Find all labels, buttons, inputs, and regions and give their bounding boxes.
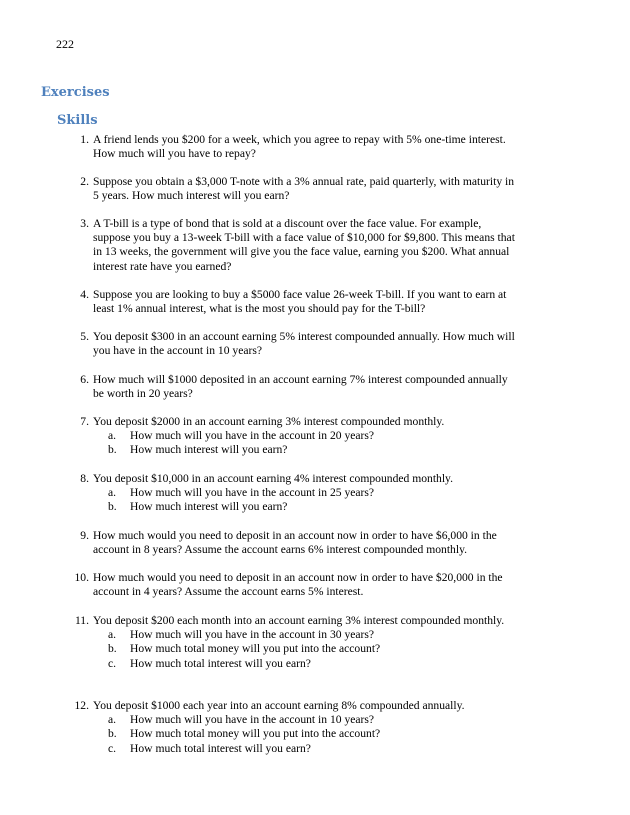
subpart-letter: a. <box>108 628 117 642</box>
exercise-text: Suppose you obtain a $3,000 T-note with a 3% annual rate, paid quarterly, with maturity in 5 years. How much interest will you earn? <box>93 175 515 203</box>
exercise-subpart <box>108 486 520 500</box>
exercise-text: You deposit $300 in an account earning 5% interest compounded annually. How much will you have in the account in 10 years? <box>93 330 515 358</box>
exercise-item <box>70 415 520 458</box>
exercise-text: How much would you need to deposit in an account now in order to have $20,000 in the account in 4 years? Assume the account earns 5% interest. <box>93 571 503 599</box>
subpart-letter: c. <box>108 656 117 670</box>
exercise-item <box>70 175 520 203</box>
subpart-letter: b. <box>108 500 117 514</box>
subpart-text: How much will you have in the account in 10 years? <box>130 713 375 727</box>
subpart-text: How much total money will you put into the account? <box>130 642 381 656</box>
exercise-item <box>70 699 520 756</box>
subpart-letter: a. <box>108 429 117 443</box>
exercise-item <box>70 133 520 161</box>
exercise-item <box>70 330 520 358</box>
exercise-item <box>70 373 520 401</box>
exercise-number: 2. <box>80 175 89 188</box>
exercise-number: 9. <box>80 529 89 542</box>
exercise-item <box>70 472 520 515</box>
subpart-text: How much will you have in the account in 25 years? <box>130 486 375 500</box>
exercise-item <box>70 529 520 557</box>
exercise-text: A friend lends you $200 for a week, which you agree to repay with 5% one-time interest. How much will you have to repay? <box>93 133 506 161</box>
subpart-letter: b. <box>108 642 117 656</box>
exercise-text: A T-bill is a type of bond that is sold at a discount over the face value. For example, suppose you buy a 13-week T-bill with a face value of $10,000 for $9,800. This means that in 13 weeks, the government will give you the face value, earning you $200. What annual interest rate have you earned? <box>93 217 515 273</box>
exercise-subpart <box>108 657 520 671</box>
exercise-number: 6. <box>80 373 89 386</box>
subpart-text: How much total interest will you earn? <box>130 741 311 755</box>
exercise-number: 4. <box>80 288 89 301</box>
exercise-subpart <box>108 742 520 756</box>
exercise-subpart <box>108 642 520 656</box>
exercise-text: You deposit $2000 in an account earning 3% interest compounded monthly. <box>93 415 445 428</box>
exercise-subpart <box>108 628 520 642</box>
subsection-heading: Skills <box>57 113 98 128</box>
section-heading: Exercises <box>41 85 110 100</box>
exercise-number: 1. <box>80 133 89 146</box>
exercise-number: 12. <box>74 699 89 712</box>
exercise-number: 11. <box>74 614 89 627</box>
exercise-text: You deposit $10,000 in an account earning 4% interest compounded monthly. <box>93 472 453 485</box>
exercise-subpart <box>108 713 520 727</box>
subpart-letter: b. <box>108 727 117 741</box>
subpart-text: How much total interest will you earn? <box>130 656 311 670</box>
exercise-text: How much would you need to deposit in an account now in order to have $6,000 in the account in 8 years? Assume the account earns 6% interest compounded monthly. <box>93 529 497 557</box>
exercise-text: You deposit $1000 each year into an account earning 8% compounded annually. <box>93 699 465 712</box>
exercise-number: 3. <box>80 217 89 230</box>
exercise-item <box>70 288 520 316</box>
subpart-text: How much total money will you put into the account? <box>130 727 381 741</box>
exercise-text: How much will $1000 deposited in an account earning 7% interest compounded annually be worth in 20 years? <box>93 373 508 401</box>
exercise-item <box>70 614 520 671</box>
subpart-letter: c. <box>108 741 117 755</box>
exercise-subpart <box>108 727 520 741</box>
subpart-text: How much interest will you earn? <box>130 500 288 514</box>
subpart-letter: b. <box>108 443 117 457</box>
subpart-text: How much will you have in the account in 30 years? <box>130 628 375 642</box>
exercise-number: 8. <box>80 472 89 485</box>
page-number: 222 <box>56 37 74 51</box>
exercise-item <box>70 571 520 599</box>
subpart-text: How much interest will you earn? <box>130 443 288 457</box>
exercise-subpart <box>108 443 520 457</box>
exercise-number: 7. <box>80 415 89 428</box>
subpart-letter: a. <box>108 486 117 500</box>
exercise-text: Suppose you are looking to buy a $5000 face value 26-week T-bill. If you want to earn at least 1% annual interest, what is the most you should pay for the T-bill? <box>93 288 507 316</box>
subpart-text: How much will you have in the account in 20 years? <box>130 429 375 443</box>
exercise-text: You deposit $200 each month into an account earning 3% interest compounded monthly. <box>93 614 505 627</box>
subpart-letter: a. <box>108 713 117 727</box>
exercise-subpart <box>108 500 520 514</box>
exercise-number: 10. <box>74 571 89 584</box>
exercise-subpart <box>108 429 520 443</box>
exercise-item <box>70 217 520 274</box>
exercise-number: 5. <box>80 330 89 343</box>
